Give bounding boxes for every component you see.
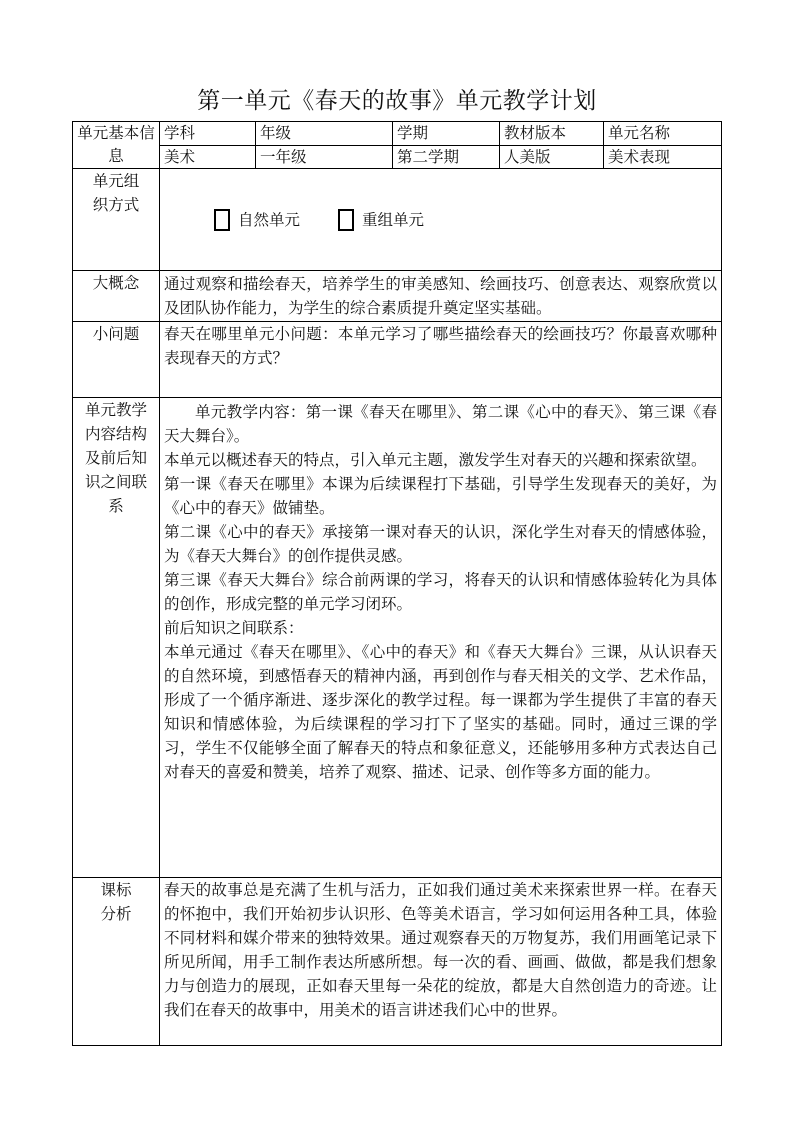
- value-grade: 一年级: [256, 145, 393, 169]
- value-unit-name: 美术表现: [604, 145, 722, 169]
- big-concept-label: 大概念: [73, 271, 160, 322]
- value-term: 第二学期: [393, 145, 500, 169]
- structure-label: 单元教学内容结构及前后知识之间联系: [73, 398, 160, 878]
- value-subject: 美术: [160, 145, 256, 169]
- value-textbook: 人美版: [500, 145, 604, 169]
- page-title: 第一单元《春天的故事》单元教学计划: [197, 88, 597, 114]
- organization-label: 单元组织方式: [73, 169, 160, 271]
- small-question-text: 春天在哪里单元小问题：本单元学习了哪些描绘春天的绘画技巧？你最喜欢哪种表现春天的方式？: [160, 322, 722, 398]
- header-textbook: 教材版本: [500, 122, 604, 146]
- header-unit-name: 单元名称: [604, 122, 722, 146]
- big-concept-text: 通过观察和描绘春天，培养学生的审美感知、绘画技巧、创意表达、观察欣赏以及团队协作能力，为学生的综合素质提升奠定坚实基础。: [160, 271, 722, 322]
- header-subject: 学科: [160, 122, 256, 146]
- header-term: 学期: [393, 122, 500, 146]
- plan-table: [72, 121, 722, 1046]
- small-question-label: 小问题: [73, 322, 160, 398]
- checkbox-icon[interactable]: [338, 209, 354, 231]
- curriculum-text: 春天的故事总是充满了生机与活力，正如我们通过美术来探索世界一样。在春天的怀抱中，我们开始初步认识形、色等美术语言，学习如何运用各种工具，体验不同材料和媒介带来的独特效果。通过观察春天的万物复苏，我们用画笔记录下所见所闻，用手工制作表达所感所想。每一次的看、画画、做做，都是我们想象力与创造力的展现，正如春天里每一朵花的绽放，都是大自然创造力的奇迹。让我们在春天的故事中，用美术的语言讲述我们心中的世界。: [160, 878, 722, 1046]
- basic-info-label: 单元基本信息: [73, 122, 160, 169]
- header-grade: 年级: [256, 122, 393, 146]
- option-regrouped-unit[interactable]: [338, 208, 424, 232]
- checkbox-icon[interactable]: [214, 209, 230, 231]
- option-natural-unit[interactable]: [214, 208, 300, 232]
- curriculum-label: 课标分析: [73, 878, 160, 1046]
- structure-text: 单元教学内容：第一课《春天在哪里》、第二课《心中的春天》、第三课《春天大舞台》。 本单元以概述春天的特点，引入单元主题，激发学生对春天的兴趣和探索欲望。 第一课《春天在哪里》本课为后续课程打下基础，引导学生发现春天的美好，为《心中的春天》做铺垫。 第二课《心中的春天》承接第一课对春天的认识，深化学生对春天的情感体验，为《春天大舞台》的创作提供灵感。 第三课《春天大舞台》综合前两课的学习，将春天的认识和情感体验转化为具体的创作，形成完整的单元学习闭环。 前后知识之间联系： 本单元通过《春天在哪里》、《心中的春天》和《春天大舞台》三课，从认识春天的自然环境，到感悟春天的精神内涵，再到创作与春天相关的文学、艺术作品，形成了一个循序渐进、逐步深化的教学过程。每一课都为学生提供了丰富的春天知识和情感体验，为后续课程的学习打下了坚实的基础。同时，通过三课的学习，学生不仅能够全面了解春天的特点和象征意义，还能够用多种方式表达自己对春天的喜爱和赞美，培养了观察、描述、记录、创作等多方面的能力。: [160, 398, 722, 878]
- option-label: 自然单元: [238, 210, 301, 229]
- organization-options: [160, 169, 722, 271]
- option-label: 重组单元: [362, 210, 425, 229]
